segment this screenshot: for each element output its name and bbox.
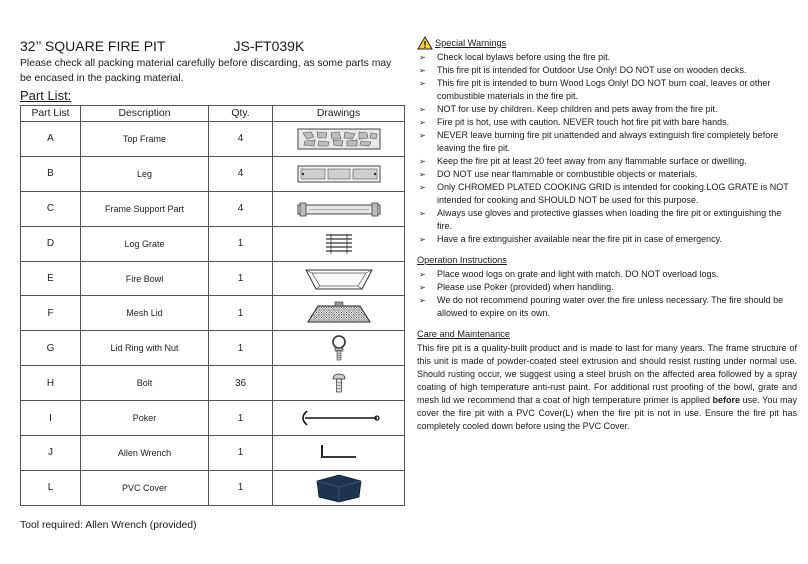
list-item: ➢ NOT for use by children. Keep children and pets away from the fire pit. xyxy=(419,104,718,114)
list-item: ➢ Have a fire extinguisher available near the fire pit in case of emergency. xyxy=(419,234,722,244)
arrow-bullet-icon: ➢ xyxy=(419,283,426,292)
list-item: ➢ We do not recommend pouring water over the fire unless necessary. The fire should be allowed to expire on its own. xyxy=(419,295,784,318)
list-item: ➢ Keep the fire pit at least 20 feet away from any flammable surface or dwelling. xyxy=(419,156,747,166)
list-item: ➢ Fire pit is hot, use with caution. NEVER touch hot fire pit with bare hands. xyxy=(419,117,730,127)
warnings-heading xyxy=(417,36,797,50)
arrow-bullet-icon: ➢ xyxy=(419,66,426,75)
arrow-bullet-icon: ➢ xyxy=(419,209,426,218)
tool-required: Tool required: Allen Wrench (provided) xyxy=(20,519,197,531)
part-description: Bolt xyxy=(81,366,209,401)
arrow-bullet-icon: ➢ xyxy=(419,296,426,305)
part-letter: F xyxy=(21,296,81,331)
arrow-bullet-icon: ➢ xyxy=(419,53,426,62)
part-letter: E xyxy=(21,261,81,296)
part-letter: H xyxy=(21,366,81,401)
part-qty: 1 xyxy=(209,261,273,296)
header-part: Part List xyxy=(21,106,81,122)
part-description: Frame Support Part xyxy=(81,191,209,226)
warnings-list xyxy=(417,51,797,246)
pvc-cover-icon xyxy=(313,473,365,503)
table-row xyxy=(21,470,405,505)
table-row xyxy=(21,331,405,366)
table-row xyxy=(21,226,405,261)
part-description: Poker xyxy=(81,401,209,436)
title-row xyxy=(20,38,404,54)
arrow-bullet-icon: ➢ xyxy=(419,131,426,140)
part-description: Mesh Lid xyxy=(81,296,209,331)
header-description: Description xyxy=(81,106,209,122)
table-row xyxy=(21,191,405,226)
arrow-bullet-icon: ➢ xyxy=(419,170,426,179)
leg-icon xyxy=(297,163,381,185)
frame-support-icon xyxy=(297,198,381,220)
part-qty: 1 xyxy=(209,296,273,331)
table-row xyxy=(21,261,405,296)
table-row xyxy=(21,296,405,331)
product-title: 32’’ SQUARE FIRE PIT xyxy=(20,38,166,54)
part-letter: J xyxy=(21,436,81,471)
part-letter: L xyxy=(21,470,81,505)
part-letter: D xyxy=(21,226,81,261)
operation-list xyxy=(417,268,797,320)
part-letter: C xyxy=(21,191,81,226)
bolt-icon xyxy=(331,372,347,394)
warning-icon xyxy=(417,36,433,50)
arrow-bullet-icon: ➢ xyxy=(419,183,426,192)
arrow-bullet-icon: ➢ xyxy=(419,79,426,88)
left-column xyxy=(20,38,404,531)
arrow-bullet-icon: ➢ xyxy=(419,118,426,127)
poker-icon xyxy=(297,407,381,429)
part-qty: 1 xyxy=(209,331,273,366)
part-letter: B xyxy=(21,156,81,191)
header-drawings: Drawings xyxy=(273,106,405,122)
warnings-heading-text: Special Warnings xyxy=(435,37,507,48)
part-description: Log Grate xyxy=(81,226,209,261)
part-qty: 1 xyxy=(209,470,273,505)
parts-table xyxy=(20,105,405,506)
part-letter: A xyxy=(21,122,81,157)
fire-bowl-icon xyxy=(304,266,374,292)
model-number: JS-FT039K xyxy=(233,38,305,54)
arrow-bullet-icon: ➢ xyxy=(419,105,426,114)
table-row xyxy=(21,436,405,471)
list-item: ➢ Check local bylaws before using the fire pit. xyxy=(419,52,611,62)
table-row xyxy=(21,122,405,157)
top-frame-icon xyxy=(297,128,381,150)
list-item: ➢ NEVER leave burning fire pit unattended and always extinguish fire completely before leaving the fire pit. xyxy=(419,130,779,153)
lid-ring-icon xyxy=(328,334,350,362)
arrow-bullet-icon: ➢ xyxy=(419,270,426,279)
table-row xyxy=(21,366,405,401)
list-item: ➢ Place wood logs on grate and light with match. DO NOT overload logs. xyxy=(419,269,719,279)
list-item: ➢ Only CHROMED PLATED COOKING GRID is intended for cooking.LOG GRATE is NOT intended for cooking and SHOULD NOT be used for this purpose. xyxy=(419,182,789,205)
part-qty: 4 xyxy=(209,191,273,226)
part-qty: 4 xyxy=(209,122,273,157)
table-header-row xyxy=(21,106,405,122)
part-description: Leg xyxy=(81,156,209,191)
list-item: ➢ Please use Poker (provided) when handling. xyxy=(419,282,614,292)
header-qty: Qty. xyxy=(209,106,273,122)
list-item: ➢ DO NOT use near flammable or combustible objects or materials. xyxy=(419,169,698,179)
part-qty: 1 xyxy=(209,226,273,261)
intro-text: Please check all packing material carefully before discarding, as some parts may be encased in the packing material. xyxy=(20,58,392,84)
allen-wrench-icon xyxy=(319,442,359,464)
part-letter: G xyxy=(21,331,81,366)
list-item: ➢ This fire pit is intended to burn Wood Logs Only! DO NOT burn coal, leaves or other combustible materials in the fire pit. xyxy=(419,78,771,101)
arrow-bullet-icon: ➢ xyxy=(419,157,426,166)
list-item: ➢ This fire pit is intended for Outdoor Use Only! DO NOT use on wooden decks. xyxy=(419,65,747,75)
list-item: ➢ Always use gloves and protective glasses when loading the fire pit or extinguishing the fire. xyxy=(419,208,782,231)
care-paragraph: This fire pit is a quality-built product and is made to last for many years. The frame structure of this unit is made of powder-coated steel extrusion and should resist rusting under normal use. Should rusting occur, we suggest using a steel brush on the affected area followed by a spray coating of high temperature anti-rust paint. For additional rust proofing of the bowl, grate and mesh lid we recommend that a coat of high temperature primer is applied before use. You may cover the fire pit with a PVC Cover(L) when the fire pit is not in use. Ensure the fire pit has completely cooled down before using the PVC Cover. xyxy=(417,343,797,431)
operation-heading: Operation Instructions xyxy=(417,255,507,265)
table-row xyxy=(21,156,405,191)
part-description: Lid Ring with Nut xyxy=(81,331,209,366)
care-heading: Care and Maintenance xyxy=(417,329,510,339)
part-qty: 1 xyxy=(209,436,273,471)
part-qty: 36 xyxy=(209,366,273,401)
part-qty: 1 xyxy=(209,401,273,436)
table-row xyxy=(21,401,405,436)
part-description: Allen Wrench xyxy=(81,436,209,471)
part-letter: I xyxy=(21,401,81,436)
mesh-lid-icon xyxy=(304,300,374,326)
parts-heading: Part List: xyxy=(20,88,72,103)
part-description: PVC Cover xyxy=(81,470,209,505)
log-grate-icon xyxy=(323,232,355,256)
right-column xyxy=(417,36,797,433)
part-qty: 4 xyxy=(209,156,273,191)
arrow-bullet-icon: ➢ xyxy=(419,235,426,244)
part-description: Fire Bowl xyxy=(81,261,209,296)
part-description: Top Frame xyxy=(81,122,209,157)
bold-before: before xyxy=(712,395,741,405)
